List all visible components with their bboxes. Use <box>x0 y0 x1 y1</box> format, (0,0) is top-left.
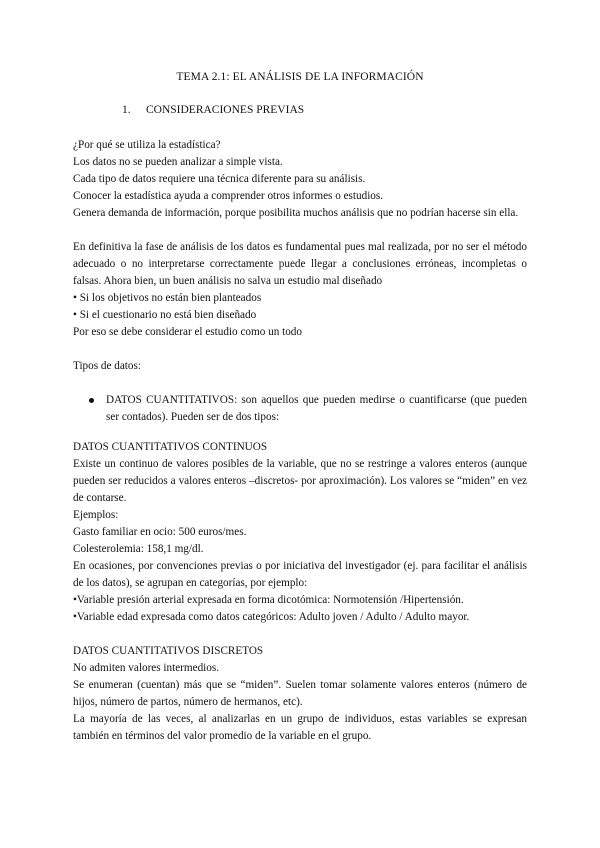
discrete-paragraph: Se enumeran (cuentan) más que se “miden”. Suelen tomar solamente valores enteros (número de hijos, número de partos, número de hermanos, etc). <box>73 679 527 708</box>
discrete-line: No admiten valores intermedios. <box>73 662 220 674</box>
document-title: TEMA 2.1: EL ANÁLISIS DE LA INFORMACIÓN <box>176 71 424 83</box>
document-body <box>73 137 527 745</box>
intro-line: ¿Por qué se utiliza la estadística? <box>73 139 221 151</box>
conclusion-paragraph: En definitiva la fase de análisis de los datos es fundamental pues mal realizada, por no ser el método adecuado o no interpretarse correctamente puede llegar a conclusiones erróneas, incompletas o falsas. Ahora bien, un buen análisis no salva un estudio mal diseñado <box>73 241 527 287</box>
grouping-example: •Variable presión arterial expresada en forma dicotómica: Normotensión /Hipertensión. <box>73 594 464 606</box>
conclusion-bullet: • Si el cuestionario no está bien diseñado <box>73 309 257 321</box>
data-types-label: Tipos de datos: <box>73 360 141 372</box>
section-title: CONSIDERACIONES PREVIAS <box>146 104 305 116</box>
bullet-item-text: DATOS CUANTITATIVOS: son aquellos que pueden medirse o cuantificarse (que pueden ser contados). Pueden ser de dos tipos: <box>106 394 527 423</box>
section-heading <box>122 102 304 119</box>
conclusion-bullet: • Si los objetivos no están bien planteados <box>73 292 262 304</box>
grouping-example: •Variable edad expresada como datos categóricos: Adulto joven / Adulto / Adulto mayor. <box>73 611 470 623</box>
intro-line: Los datos no se pueden analizar a simple vista. <box>73 156 283 168</box>
bullet-item-quantitative <box>73 392 527 426</box>
section-number: 1. <box>122 104 131 116</box>
intro-line: Conocer la estadística ayuda a comprender otros informes o estudios. <box>73 190 384 202</box>
continuous-heading: DATOS CUANTITATIVOS CONTINUOS <box>73 441 268 453</box>
conclusion-end: Por eso se debe considerar el estudio como un todo <box>73 326 302 338</box>
bullet-dot-icon <box>89 398 94 403</box>
continuous-paragraph: Existe un continuo de valores posibles de la variable, que no se restringe a valores enteros (aunque pueden ser reducidos a valores enteros –discretos- por aproximación). Los valores se “miden” en vez de contarse. <box>73 458 527 504</box>
discrete-heading: DATOS CUANTITATIVOS DISCRETOS <box>73 645 264 657</box>
intro-line: Cada tipo de datos requiere una técnica diferente para su análisis. <box>73 173 366 185</box>
discrete-paragraph: La mayoría de las veces, al analizarlas en un grupo de individuos, estas variables se expresan también en términos del valor promedio de la variable en el grupo. <box>73 713 527 742</box>
example-item: Colesterolemia: 158,1 mg/dl. <box>73 543 204 555</box>
example-item: Gasto familiar en ocio: 500 euros/mes. <box>73 526 247 538</box>
grouping-paragraph: En ocasiones, por convenciones previas o por iniciativa del investigador (ej. para facilitar el análisis de los datos), se agrupan en categorías, por ejemplo: <box>73 560 527 589</box>
intro-line: Genera demanda de información, porque posibilita muchos análisis que no podrían hacerse sin ella. <box>73 207 519 219</box>
examples-label: Ejemplos: <box>73 509 119 521</box>
